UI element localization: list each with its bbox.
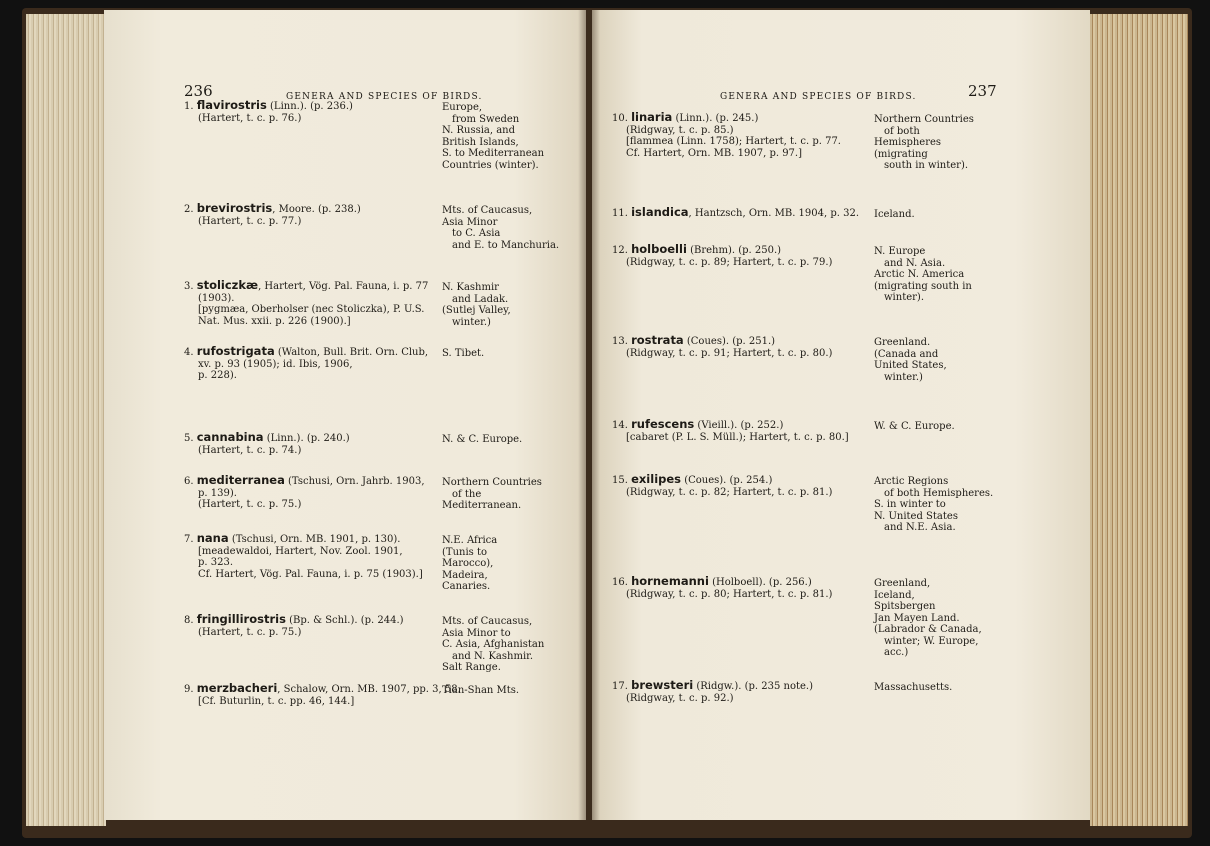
distribution-line: United States, — [874, 360, 947, 371]
species-entry — [612, 680, 813, 704]
reference-line: (Ridgway, t. c. p. 85.) — [626, 124, 734, 136]
distribution-line: and N. Asia. — [884, 257, 946, 269]
species-entry — [184, 346, 428, 382]
species-name: exilipes — [631, 472, 682, 486]
species-entry — [612, 207, 859, 220]
distribution-line: of both — [884, 125, 920, 137]
entry-number: 16. — [612, 577, 628, 588]
species-name: fringillirostris — [196, 612, 286, 626]
entry-first-line — [184, 683, 461, 696]
entry-number: 9. — [184, 684, 194, 695]
species-entry — [184, 614, 404, 638]
distribution-line: Madeira, — [442, 569, 488, 581]
distribution-line: Mts. of Caucasus, — [442, 205, 533, 216]
species-entry — [184, 533, 423, 580]
species-entry — [612, 576, 832, 600]
distribution-column — [442, 685, 519, 697]
reference-line: [flammea (Linn. 1758); Hartert, t. c. p. 77. — [626, 136, 841, 147]
reference-line: [Cf. Buturlin, t. c. pp. 46, 144.] — [198, 695, 355, 707]
left-page — [104, 10, 586, 820]
species-name: brevirostris — [196, 201, 273, 215]
left-running-header: GENERA AND SPECIES OF BIRDS. — [286, 92, 483, 102]
distribution-column — [874, 578, 982, 659]
entry-number: 4. — [184, 347, 194, 358]
distribution-column — [874, 476, 993, 534]
species-citation: (Tschusi, Orn. Jahrb. 1903, — [284, 476, 425, 487]
entry-first-line — [612, 474, 832, 487]
distribution-line: N. United States — [874, 510, 958, 522]
reference-line: (Hartert, t. c. p. 75.) — [198, 499, 302, 510]
entry-first-line — [612, 335, 832, 348]
right-running-header: GENERA AND SPECIES OF BIRDS. — [720, 92, 917, 102]
species-citation: (Ridgw.). (p. 235 note.) — [693, 681, 814, 692]
entry-first-line — [184, 100, 353, 113]
species-citation: , Hartert, Vög. Pal. Fauna, i. p. 77 — [258, 281, 429, 292]
distribution-line: Spitsbergen — [874, 601, 936, 612]
species-citation: (Holboell). (p. 256.) — [708, 577, 812, 588]
distribution-line: Europe, — [442, 102, 483, 113]
entry-first-line — [612, 244, 832, 257]
entry-number: 13. — [612, 336, 628, 347]
book-gutter — [578, 10, 600, 820]
entry-first-line — [612, 680, 813, 693]
distribution-line: Canaries. — [442, 581, 491, 592]
distribution-column — [442, 102, 544, 171]
distribution-line: Countries (winter). — [442, 159, 539, 171]
species-entry — [612, 474, 832, 498]
reference-line: Nat. Mus. xxii. p. 226 (1900).] — [198, 315, 351, 327]
distribution-column — [874, 421, 955, 433]
distribution-column — [442, 205, 559, 251]
distribution-line: C. Asia, Afghanistan — [442, 639, 545, 650]
distribution-line: Iceland, — [874, 589, 915, 601]
distribution-line: Hemispheres — [874, 137, 942, 148]
reference-line: [pygmæa, Oberholser (nec Stoliczka), P. U.S. — [198, 304, 425, 315]
reference-line: (Ridgway, t. c. p. 80; Hartert, t. c. p. 81.) — [626, 588, 833, 600]
right-page-number: 237 — [968, 82, 997, 100]
distribution-line: Arctic N. America — [874, 269, 965, 280]
species-entry — [184, 203, 361, 227]
reference-line: [meadewaldoi, Hartert, Nov. Zool. 1901, — [198, 545, 403, 557]
species-name: linaria — [631, 110, 673, 124]
distribution-line: Asia Minor — [442, 216, 498, 228]
distribution-line: Northern Countries — [442, 477, 542, 488]
distribution-line: S. to Mediterranean — [442, 148, 545, 159]
distribution-line: to C. Asia — [452, 228, 501, 239]
distribution-column — [442, 434, 522, 446]
species-name: hornemanni — [631, 574, 709, 588]
distribution-line: Mts. of Caucasus, — [442, 616, 533, 627]
species-entry — [184, 475, 425, 511]
species-citation: (Tschusi, Orn. MB. 1901, p. 130). — [228, 534, 401, 545]
distribution-line: winter.) — [452, 316, 491, 328]
species-citation: (Linn.). (p. 245.) — [672, 113, 759, 124]
entry-number: 7. — [184, 534, 194, 545]
reference-line: (Ridgway, t. c. p. 82; Hartert, t. c. p. 81.) — [626, 486, 833, 498]
distribution-line: Northern Countries — [874, 114, 974, 125]
distribution-line: and Ladak. — [452, 293, 509, 305]
species-name: stoliczkæ — [196, 278, 259, 292]
reference-line: (Ridgway, t. c. p. 89; Hartert, t. c. p. 79.) — [626, 256, 833, 268]
species-citation: (Bp. & Schl.). (p. 244.) — [285, 615, 404, 626]
entry-first-line — [184, 533, 423, 546]
entry-number: 1. — [184, 101, 194, 112]
distribution-column — [442, 282, 511, 328]
distribution-line: Greenland. — [874, 337, 931, 348]
reference-line: Cf. Hartert, Vög. Pal. Fauna, i. p. 75 (1903).] — [198, 568, 423, 580]
species-name: rufostrigata — [196, 344, 275, 358]
distribution-line: Iceland. — [874, 209, 915, 220]
distribution-line: Arctic Regions — [874, 476, 949, 487]
distribution-line: and N. Kashmir. — [452, 650, 533, 662]
entry-number: 11. — [612, 208, 628, 219]
species-citation: (Linn.). (p. 240.) — [263, 433, 350, 444]
species-citation: (Coues). (p. 254.) — [681, 475, 773, 486]
left-page-number: 236 — [184, 82, 213, 100]
species-name: nana — [196, 531, 229, 545]
species-entry — [184, 280, 428, 327]
species-citation: (Brehm). (p. 250.) — [686, 245, 782, 256]
entry-number: 6. — [184, 476, 194, 487]
species-entry — [184, 100, 353, 124]
distribution-line: Marocco), — [442, 558, 494, 569]
left-page-edges — [26, 14, 106, 826]
distribution-column — [442, 477, 542, 512]
species-name: islandica — [631, 205, 689, 219]
entry-number: 12. — [612, 245, 628, 256]
distribution-line: and N.E. Asia. — [884, 522, 956, 533]
distribution-line: (migrating — [874, 148, 928, 160]
species-name: rufescens — [631, 417, 695, 431]
entry-number: 5. — [184, 433, 194, 444]
distribution-line: south in winter). — [884, 160, 969, 171]
species-entry — [612, 112, 841, 159]
entry-number: 8. — [184, 615, 194, 626]
distribution-line: winter.) — [884, 371, 923, 383]
right-page-edges — [1090, 14, 1188, 826]
species-citation: , Schalow, Orn. MB. 1907, pp. 3, 58. — [277, 684, 461, 695]
reference-line: p. 139). — [198, 487, 237, 499]
distribution-line: Asia Minor to — [442, 627, 511, 639]
distribution-line: Greenland, — [874, 578, 931, 589]
reference-line: (1903). — [198, 292, 235, 304]
entry-number: 2. — [184, 204, 194, 215]
entry-first-line — [612, 112, 841, 125]
distribution-line: N. Kashmir — [442, 282, 499, 293]
distribution-column — [442, 616, 544, 674]
reference-line: (Hartert, t. c. p. 76.) — [198, 112, 302, 124]
distribution-line: (Labrador & Canada, — [874, 624, 982, 635]
reference-line: xv. p. 93 (1905); id. Ibis, 1906, — [198, 358, 353, 370]
distribution-line: and E. to Manchuria. — [452, 239, 560, 251]
reference-line: (Ridgway, t. c. p. 92.) — [626, 692, 734, 704]
distribution-line: N. & C. Europe. — [442, 434, 523, 445]
distribution-column — [442, 348, 484, 360]
reference-line: p. 228). — [198, 370, 237, 381]
reference-line: Cf. Hartert, Orn. MB. 1907, p. 97.] — [626, 147, 803, 159]
entry-first-line — [184, 475, 425, 488]
distribution-column — [874, 337, 947, 383]
species-entry — [184, 683, 461, 707]
distribution-line: winter; W. Europe, — [884, 635, 979, 647]
distribution-column — [874, 114, 974, 172]
distribution-line: S. in winter to — [874, 499, 946, 510]
distribution-line: from Sweden — [452, 113, 520, 125]
species-citation: (Vieill.). (p. 252.) — [694, 420, 784, 431]
distribution-line: winter). — [884, 292, 924, 303]
distribution-line: acc.) — [884, 647, 909, 658]
reference-line: (Hartert, t. c. p. 77.) — [198, 215, 302, 227]
distribution-line: S. Tibet. — [442, 348, 485, 359]
reference-line: (Hartert, t. c. p. 75.) — [198, 626, 302, 638]
entry-number: 10. — [612, 113, 628, 124]
distribution-line: N. Russia, and — [442, 125, 516, 136]
distribution-column — [442, 535, 497, 593]
distribution-line: (migrating south in — [874, 280, 972, 292]
entry-first-line — [184, 346, 428, 359]
entry-number: 14. — [612, 420, 628, 431]
entry-first-line — [612, 207, 859, 220]
species-entry — [612, 419, 849, 443]
distribution-line: (Tunis to — [442, 546, 487, 558]
distribution-line: W. & C. Europe. — [874, 421, 955, 432]
reference-line: (Ridgway, t. c. p. 91; Hartert, t. c. p. 80.) — [626, 347, 833, 359]
species-citation: , Hantzsch, Orn. MB. 1904, p. 32. — [688, 208, 860, 219]
species-entry — [184, 432, 350, 456]
species-name: cannabina — [196, 430, 264, 444]
distribution-column — [874, 209, 915, 221]
entry-number: 15. — [612, 475, 628, 486]
entry-first-line — [184, 203, 361, 216]
distribution-line: Mediterranean. — [442, 500, 522, 511]
species-entry — [612, 335, 832, 359]
species-name: mediterranea — [196, 473, 285, 487]
distribution-line: (Sutlej Valley, — [442, 305, 511, 316]
distribution-line: of the — [452, 488, 482, 500]
entry-first-line — [184, 614, 404, 627]
distribution-line: Salt Range. — [442, 662, 501, 673]
distribution-line: (Canada and — [874, 348, 939, 360]
distribution-line: British Islands, — [442, 136, 519, 148]
species-citation: (Walton, Bull. Brit. Orn. Club, — [274, 347, 429, 358]
distribution-line: of both Hemispheres. — [884, 487, 994, 499]
entry-number: 17. — [612, 681, 628, 692]
species-name: holboelli — [631, 242, 687, 256]
entry-first-line — [612, 419, 849, 432]
distribution-line: Jan Mayen Land. — [874, 612, 960, 624]
species-citation: , Moore. (p. 238.) — [272, 204, 361, 215]
species-citation: (Coues). (p. 251.) — [683, 336, 776, 347]
species-name: merzbacheri — [196, 681, 278, 695]
reference-line: (Hartert, t. c. p. 74.) — [198, 444, 302, 456]
species-entry — [612, 244, 832, 268]
species-citation: (Linn.). (p. 236.) — [266, 101, 353, 112]
species-name: brewsteri — [631, 678, 694, 692]
entry-first-line — [612, 576, 832, 589]
reference-line: p. 323. — [198, 557, 234, 568]
entry-first-line — [184, 432, 350, 445]
distribution-column — [874, 682, 952, 694]
distribution-column — [874, 246, 972, 304]
entry-first-line — [184, 280, 428, 293]
species-name: rostrata — [631, 333, 684, 347]
entry-number: 3. — [184, 281, 194, 292]
distribution-line: N. Europe — [874, 246, 926, 257]
distribution-line: Massachusetts. — [874, 682, 953, 693]
distribution-line: Tian-Shan Mts. — [442, 685, 520, 696]
species-name: flavirostris — [196, 98, 267, 112]
reference-line: [cabaret (P. L. S. Müll.); Hartert, t. c. p. 80.] — [626, 431, 849, 443]
right-page — [592, 10, 1090, 820]
distribution-line: N.E. Africa — [442, 535, 498, 546]
